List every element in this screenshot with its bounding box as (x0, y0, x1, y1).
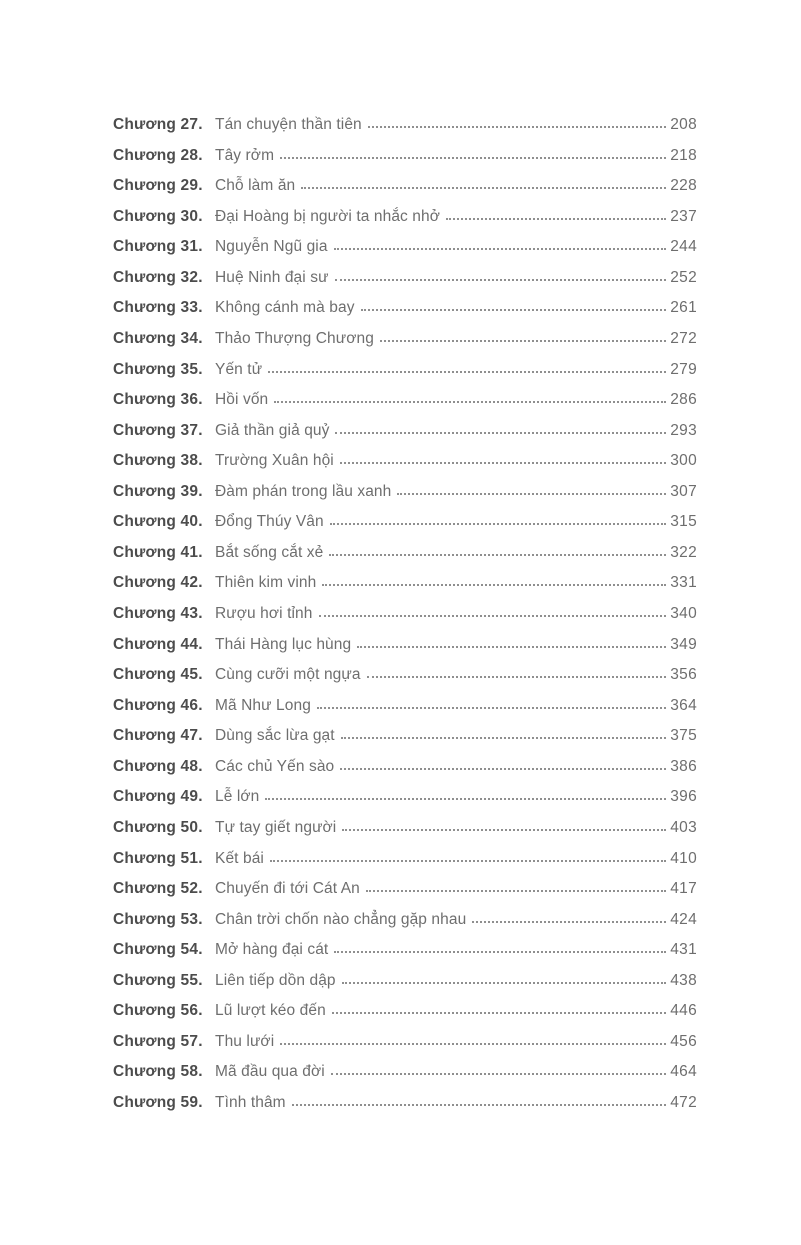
toc-entry (113, 813, 697, 844)
chapter-title: Các chủ Yến sào (215, 757, 335, 775)
chapter-page-number: 322 (670, 543, 697, 561)
chapter-page-number: 340 (670, 605, 697, 622)
dot-leader (361, 309, 667, 311)
toc-entry (113, 844, 697, 875)
chapter-title: Mã đầu qua đời (215, 1063, 325, 1081)
dot-leader (367, 676, 667, 678)
chapter-page-number: 472 (670, 1094, 697, 1111)
chapter-title: Đàm phán trong lầu xanh (215, 482, 392, 500)
dot-leader (342, 829, 666, 831)
chapter-title: Kết bái (215, 849, 264, 867)
toc-entry (113, 782, 697, 813)
chapter-page-number: 456 (670, 1032, 697, 1050)
toc-entry (113, 202, 697, 233)
dot-leader (331, 1073, 666, 1075)
toc-entry (113, 293, 697, 324)
chapter-title: Đổng Thúy Vân (215, 513, 324, 531)
chapter-title: Chỗ làm ăn (215, 177, 296, 195)
chapter-title: Mở hàng đại cát (215, 941, 329, 959)
toc-entry (113, 324, 697, 355)
chapter-page-number: 237 (670, 207, 697, 225)
dot-leader (317, 707, 666, 709)
chapter-number-label: Chương 43. (113, 605, 203, 622)
chapter-page-number: 286 (670, 391, 697, 409)
chapter-number-label: Chương 42. (113, 574, 203, 592)
toc-entry (113, 416, 697, 447)
toc-entry (113, 935, 697, 966)
chapter-number-label: Chương 57. (113, 1032, 203, 1050)
dot-leader (368, 126, 666, 128)
toc-entry (113, 355, 697, 386)
toc-list (113, 110, 697, 1119)
dot-leader (334, 248, 667, 250)
dot-leader (322, 584, 666, 586)
toc-entry (113, 110, 697, 141)
dot-leader (265, 798, 666, 800)
chapter-number-label: Chương 32. (113, 268, 203, 286)
toc-entry (113, 599, 697, 630)
chapter-title: Tự tay giết người (215, 818, 337, 836)
chapter-number-label: Chương 35. (113, 360, 203, 378)
chapter-number-label: Chương 34. (113, 329, 203, 347)
dot-leader (340, 462, 666, 464)
toc-entry (113, 538, 697, 569)
dot-leader (319, 615, 667, 617)
toc-entry (113, 660, 697, 691)
chapter-title: Lễ lớn (215, 788, 260, 806)
dot-leader (340, 768, 666, 770)
chapter-page-number: 356 (670, 666, 697, 684)
chapter-page-number: 272 (670, 329, 697, 347)
chapter-page-number: 331 (670, 574, 697, 592)
chapter-title: Thảo Thượng Chương (215, 329, 374, 347)
toc-entry (113, 263, 697, 294)
toc-entry (113, 966, 697, 997)
chapter-title: Thiên kim vinh (215, 574, 317, 592)
chapter-title: Liên tiếp dồn dập (215, 971, 336, 989)
dot-leader (301, 187, 666, 189)
chapter-number-label: Chương 53. (113, 910, 203, 928)
dot-leader (342, 982, 667, 984)
chapter-number-label: Chương 27. (113, 116, 203, 133)
chapter-page-number: 300 (670, 452, 697, 470)
toc-entry (113, 630, 697, 661)
chapter-title: Thái Hàng lục hùng (215, 635, 352, 653)
chapter-title: Chuyến đi tới Cát An (215, 880, 360, 898)
chapter-number-label: Chương 36. (113, 391, 203, 409)
chapter-number-label: Chương 52. (113, 880, 203, 898)
chapter-title: Đại Hoàng bị người ta nhắc nhở (215, 207, 441, 225)
chapter-page-number: 410 (670, 849, 697, 867)
chapter-title: Rượu hơi tỉnh (215, 605, 313, 622)
toc-entry (113, 232, 697, 263)
chapter-title: Yến tử (215, 360, 263, 378)
chapter-page-number: 396 (670, 788, 697, 806)
dot-leader (341, 737, 667, 739)
toc-entry (113, 446, 697, 477)
chapter-page-number: 424 (670, 910, 697, 928)
chapter-page-number: 464 (670, 1063, 697, 1081)
toc-entry (113, 752, 697, 783)
toc-entry (113, 568, 697, 599)
chapter-title: Tình thâm (215, 1094, 286, 1111)
dot-leader (335, 279, 667, 281)
chapter-number-label: Chương 44. (113, 635, 203, 653)
dot-leader (280, 1043, 666, 1045)
chapter-page-number: 438 (670, 971, 697, 989)
chapter-number-label: Chương 59. (113, 1094, 203, 1111)
chapter-page-number: 279 (670, 360, 697, 378)
chapter-title: Chân trời chốn nào chẳng gặp nhau (215, 910, 467, 928)
chapter-number-label: Chương 49. (113, 788, 203, 806)
chapter-number-label: Chương 33. (113, 299, 203, 317)
chapter-number-label: Chương 51. (113, 849, 203, 867)
chapter-number-label: Chương 31. (113, 238, 203, 256)
chapter-number-label: Chương 45. (113, 666, 203, 684)
toc-entry (113, 721, 697, 752)
dot-leader (329, 554, 666, 556)
chapter-title: Cùng cưỡi một ngựa (215, 666, 361, 684)
chapter-number-label: Chương 54. (113, 941, 203, 959)
toc-entry (113, 141, 697, 172)
dot-leader (366, 890, 666, 892)
chapter-page-number: 307 (670, 482, 697, 500)
chapter-number-label: Chương 30. (113, 207, 203, 225)
toc-entry (113, 905, 697, 936)
chapter-number-label: Chương 58. (113, 1063, 203, 1081)
chapter-title: Trường Xuân hội (215, 452, 334, 470)
toc-entry (113, 385, 697, 416)
dot-leader (380, 340, 666, 342)
toc-entry (113, 874, 697, 905)
chapter-number-label: Chương 29. (113, 177, 203, 195)
chapter-title: Giả thần giả quỷ (215, 421, 330, 439)
dot-leader (472, 921, 666, 923)
chapter-title: Tây rởm (215, 146, 275, 164)
dot-leader (270, 860, 666, 862)
chapter-title: Hồi vốn (215, 391, 269, 409)
chapter-page-number: 349 (670, 635, 697, 653)
chapter-number-label: Chương 50. (113, 818, 203, 836)
dot-leader (292, 1104, 667, 1106)
dot-leader (332, 1012, 666, 1014)
toc-entry (113, 996, 697, 1027)
chapter-number-label: Chương 46. (113, 696, 203, 714)
chapter-page-number: 228 (670, 177, 697, 195)
chapter-title: Bắt sống cắt xẻ (215, 543, 324, 561)
dot-leader (446, 218, 666, 220)
toc-entry (113, 171, 697, 202)
toc-entry (113, 507, 697, 538)
chapter-title: Lũ lượt kéo đến (215, 1002, 326, 1020)
dot-leader (397, 493, 666, 495)
dot-leader (274, 401, 666, 403)
chapter-page-number: 386 (670, 757, 697, 775)
dot-leader (357, 646, 666, 648)
chapter-title: Tán chuyện thần tiên (215, 116, 362, 133)
chapter-page-number: 261 (670, 299, 697, 317)
dot-leader (280, 157, 666, 159)
dot-leader (335, 432, 666, 434)
dot-leader (268, 371, 666, 373)
chapter-page-number: 244 (670, 238, 697, 256)
chapter-page-number: 375 (670, 727, 697, 745)
chapter-title: Thu lưới (215, 1032, 275, 1050)
chapter-page-number: 315 (670, 513, 697, 531)
chapter-title: Nguyễn Ngũ gia (215, 238, 328, 256)
chapter-number-label: Chương 47. (113, 727, 203, 745)
chapter-title: Dùng sắc lừa gạt (215, 727, 335, 745)
toc-entry (113, 691, 697, 722)
toc-entry (113, 1088, 697, 1119)
chapter-page-number: 218 (670, 146, 697, 164)
chapter-page-number: 208 (670, 116, 697, 133)
chapter-number-label: Chương 55. (113, 971, 203, 989)
chapter-number-label: Chương 38. (113, 452, 203, 470)
chapter-page-number: 293 (670, 421, 697, 439)
chapter-number-label: Chương 37. (113, 421, 203, 439)
chapter-number-label: Chương 41. (113, 543, 203, 561)
chapter-number-label: Chương 56. (113, 1002, 203, 1020)
chapter-title: Huệ Ninh đại sư (215, 268, 329, 286)
chapter-page-number: 446 (670, 1002, 697, 1020)
chapter-title: Không cánh mà bay (215, 299, 355, 317)
dot-leader (334, 951, 666, 953)
chapter-page-number: 431 (670, 941, 697, 959)
chapter-page-number: 252 (670, 268, 697, 286)
chapter-number-label: Chương 39. (113, 482, 203, 500)
toc-entry (113, 1027, 697, 1058)
chapter-number-label: Chương 40. (113, 513, 203, 531)
chapter-page-number: 364 (670, 696, 697, 714)
chapter-number-label: Chương 48. (113, 757, 203, 775)
chapter-number-label: Chương 28. (113, 146, 203, 164)
dot-leader (330, 523, 667, 525)
chapter-title: Mã Như Long (215, 696, 311, 714)
chapter-page-number: 403 (670, 818, 697, 836)
toc-entry (113, 477, 697, 508)
chapter-page-number: 417 (670, 880, 697, 898)
toc-entry (113, 1057, 697, 1088)
